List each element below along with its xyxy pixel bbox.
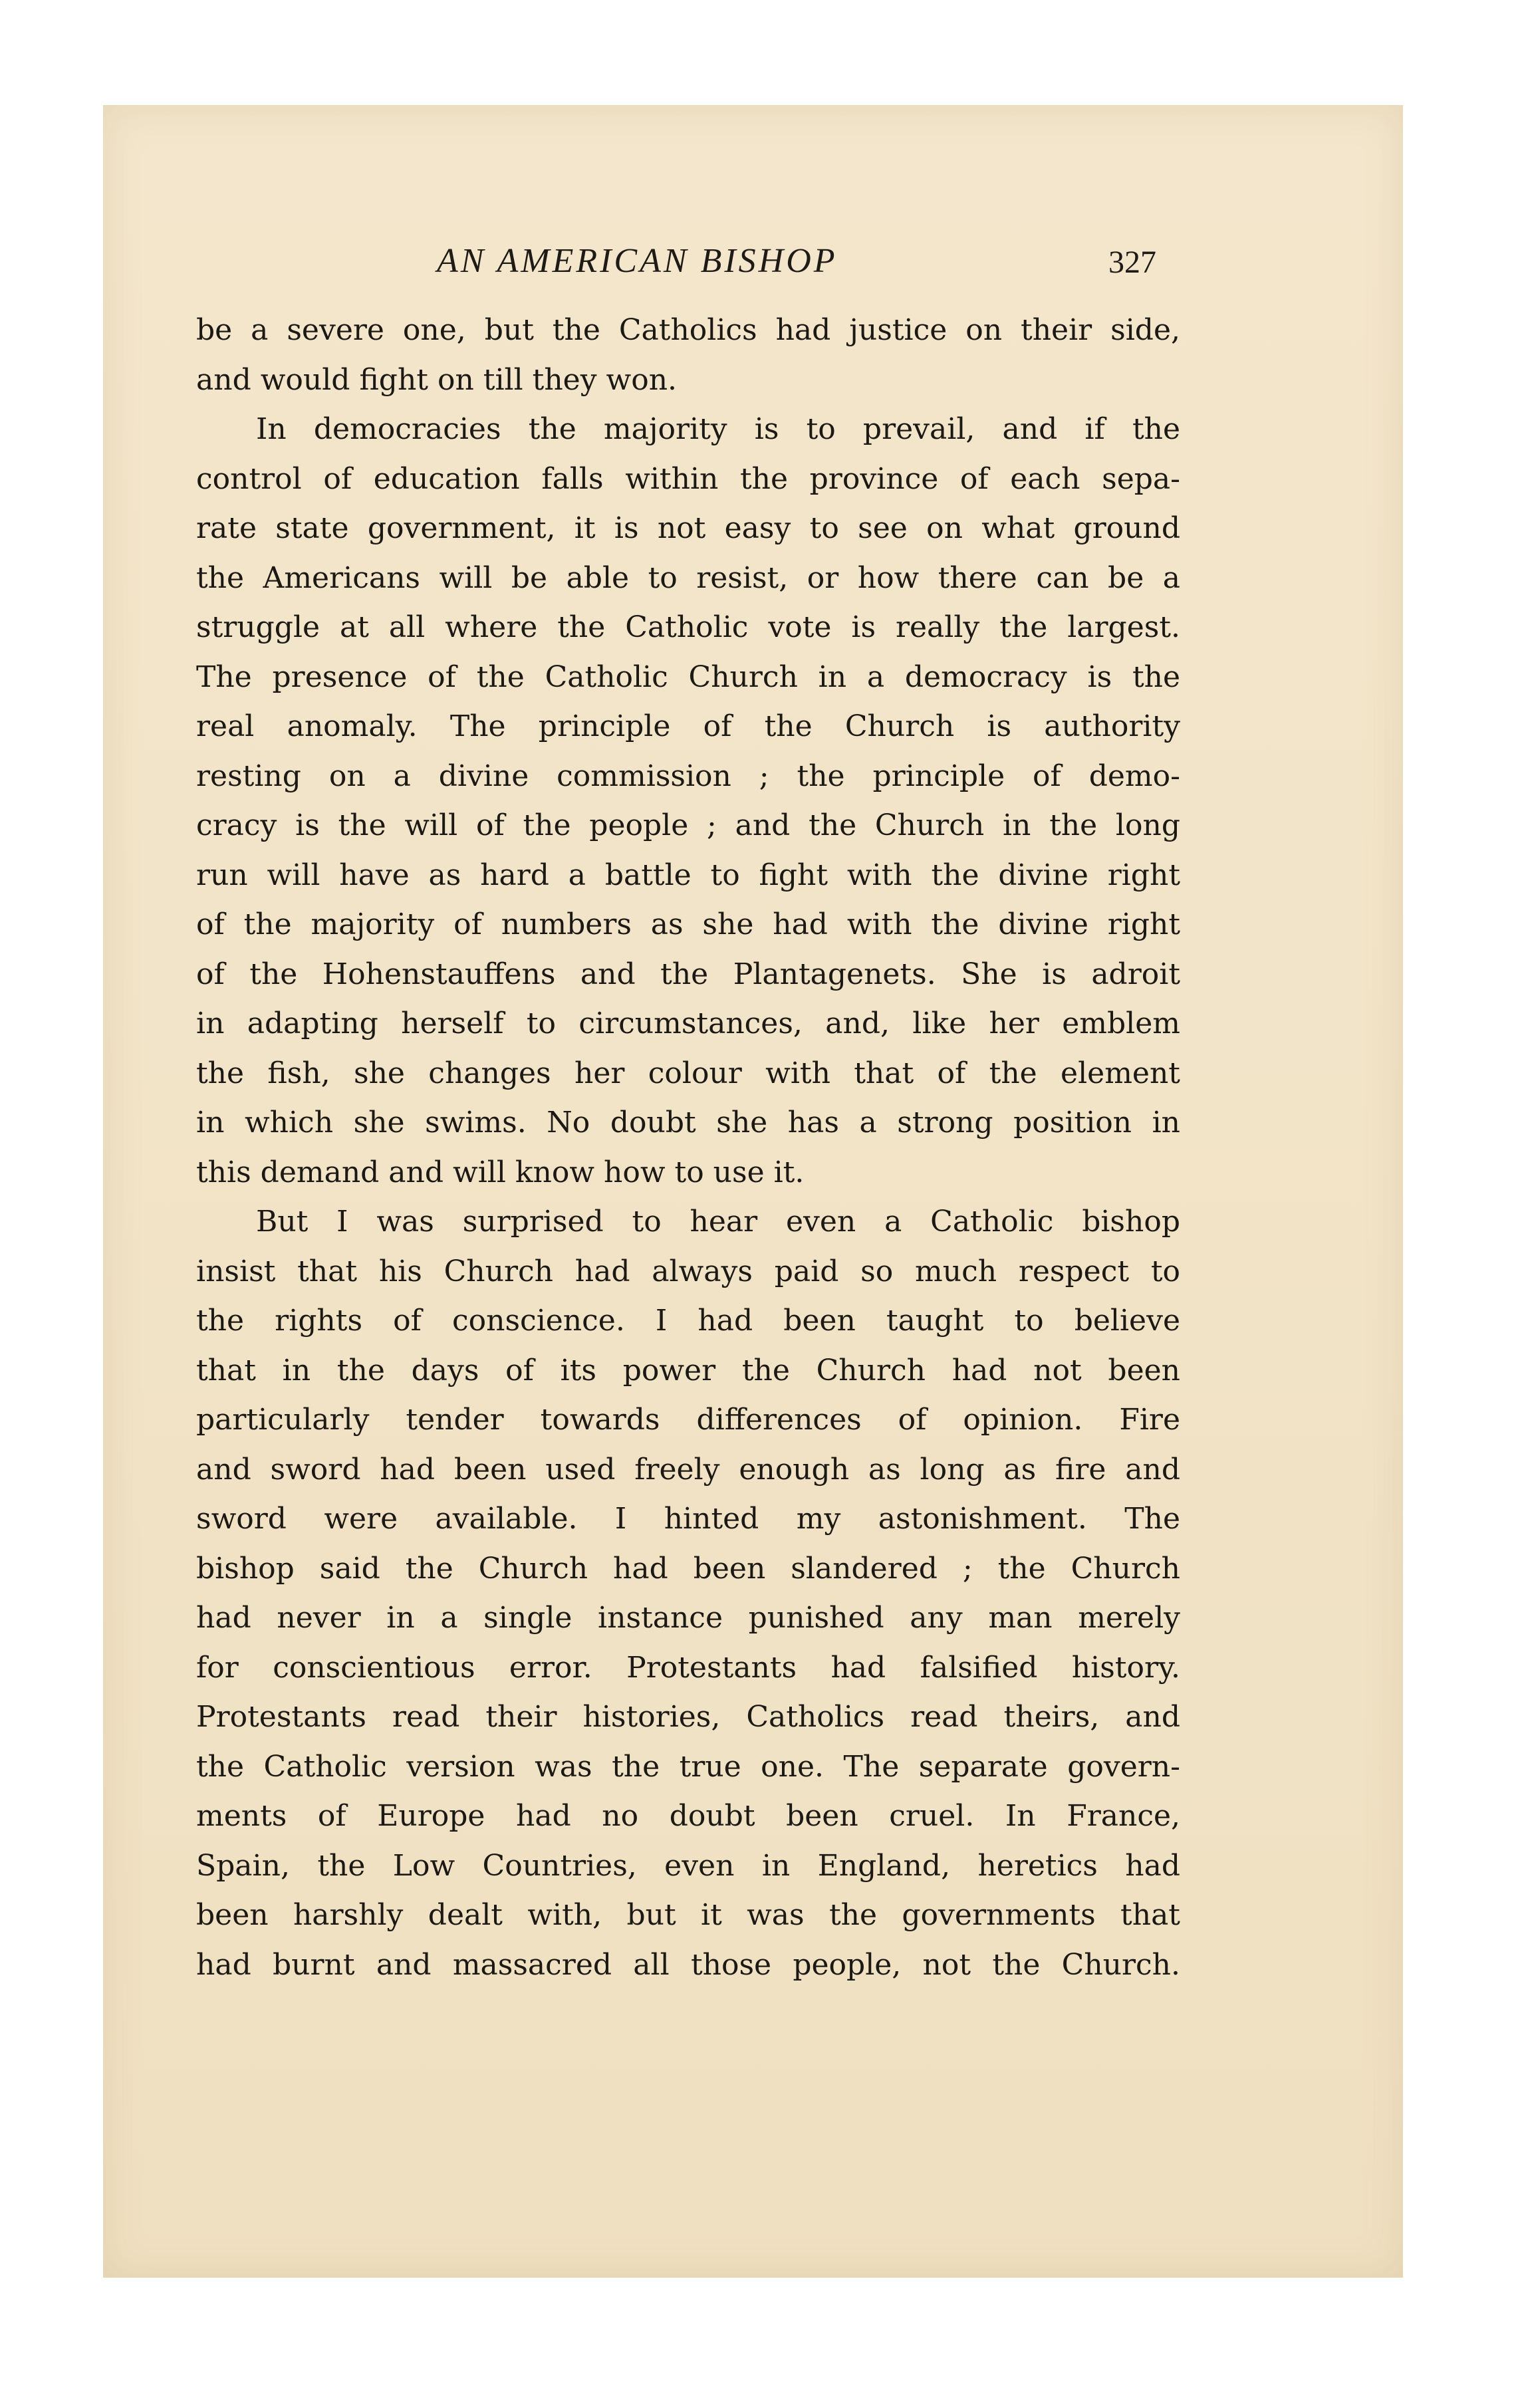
running-title: AN AMERICAN BISHOP	[437, 242, 838, 280]
text-line: the rights of conscience. I had been taught to believe	[196, 1304, 1180, 1338]
text-line: The presence of the Catholic Church in a democracy is the	[196, 660, 1180, 694]
text-line: resting on a divine commission ; the principle of demo-	[196, 759, 1180, 793]
text-line: ments of Europe had no doubt been cruel. In France,	[196, 1799, 1180, 1833]
text-line: been harshly dealt with, but it was the governments that	[196, 1898, 1180, 1932]
text-line: In democracies the majority is to prevail, and if the	[256, 412, 1180, 446]
text-line: rate state government, it is not easy to see on what ground	[196, 511, 1180, 545]
text-line: had never in a single instance punished any man merely	[196, 1601, 1180, 1635]
text-line: and would fight on till they won.	[196, 362, 678, 397]
text-line: of the Hohenstauffens and the Plantagenets. She is adroit	[196, 957, 1180, 991]
text-line: real anomaly. The principle of the Church is authority	[196, 709, 1180, 743]
text-line: particularly tender towards differences of opinion. Fire	[196, 1403, 1180, 1437]
text-line: But I was surprised to hear even a Catholic bishop	[256, 1205, 1180, 1239]
book-page	[103, 105, 1403, 2278]
text-line: that in the days of its power the Church had not been	[196, 1353, 1180, 1387]
text-line: and sword had been used freely enough as long as fire and	[196, 1452, 1180, 1487]
text-line: of the majority of numbers as she had with the divine right	[196, 907, 1180, 941]
text-line: cracy is the will of the people ; and the Church in the long	[196, 808, 1180, 842]
text-line: sword were available. I hinted my astonishment. The	[196, 1502, 1180, 1536]
text-line: this demand and will know how to use it.	[196, 1155, 805, 1189]
text-line: the fish, she changes her colour with that of the element	[196, 1056, 1180, 1090]
text-line: Spain, the Low Countries, even in England, heretics had	[196, 1848, 1180, 1883]
text-line: struggle at all where the Catholic vote is really the largest.	[196, 610, 1180, 644]
text-line: in adapting herself to circumstances, and, like her emblem	[196, 1007, 1180, 1040]
text-line: control of education falls within the province of each sepa-	[196, 461, 1180, 496]
text-line: in which she swims. No doubt she has a strong position in	[196, 1106, 1180, 1140]
text-line: run will have as hard a battle to fight with the divine right	[196, 858, 1180, 892]
body-text	[196, 306, 1180, 1990]
text-line: be a severe one, but the Catholics had justice on their side,	[196, 313, 1180, 347]
page-number: 327	[1108, 245, 1156, 280]
text-line: bishop said the Church had been slandered ; the Church	[196, 1551, 1180, 1586]
text-line: insist that his Church had always paid so much respect to	[196, 1254, 1180, 1288]
text-line: the Americans will be able to resist, or how there can be a	[196, 560, 1180, 595]
text-line: the Catholic version was the true one. The separate govern-	[196, 1749, 1180, 1784]
text-line: had burnt and massacred all those people, not the Church.	[196, 1947, 1180, 1982]
text-line: for conscientious error. Protestants had falsified history.	[196, 1650, 1180, 1685]
running-head	[103, 241, 1403, 295]
text-line: Protestants read their histories, Catholics read theirs, and	[196, 1700, 1180, 1734]
